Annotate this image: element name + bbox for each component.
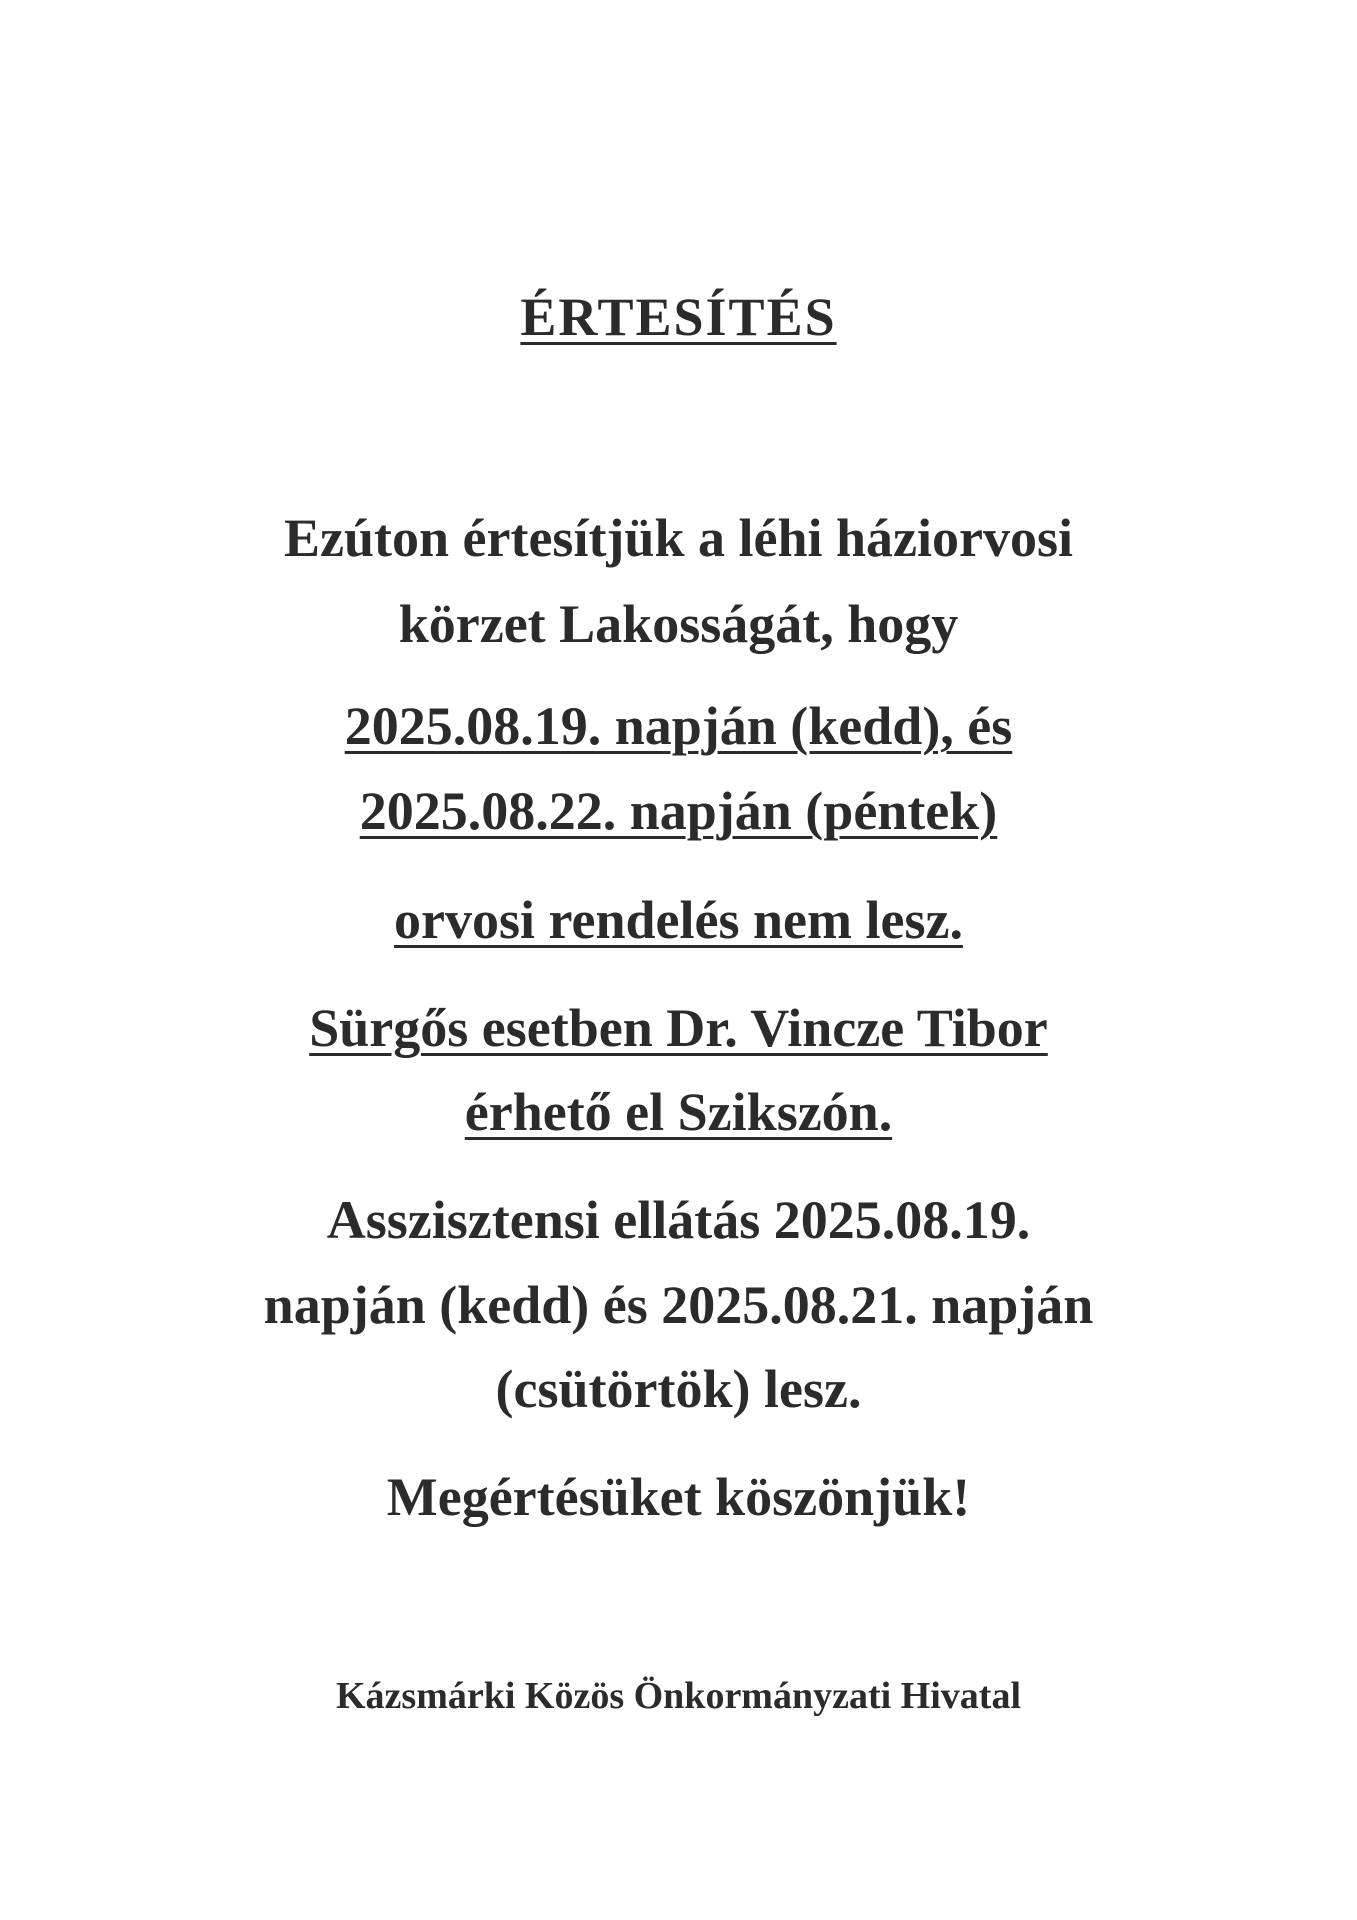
dates-line-1: 2025.08.19. napján (kedd), és — [344, 696, 1013, 756]
assistant-line-3: (csütörtök) lesz. — [495, 1359, 862, 1419]
dates-line-2: 2025.08.22. napján (péntek) — [359, 781, 998, 841]
intro-line-1: Ezúton értesítjük a léhi háziorvosi — [284, 508, 1073, 568]
signature: Kázsmárki Közös Önkormányzati Hivatal — [335, 1675, 1022, 1717]
notice-title: ÉRTESÍTÉS — [520, 287, 837, 347]
no-service-line: orvosi rendelés nem lesz. — [394, 890, 963, 950]
thanks-line: Megértésüket köszönjük! — [386, 1467, 971, 1527]
urgent-line-1: Sürgős esetben Dr. Vincze Tibor — [309, 998, 1048, 1058]
assistant-line-2: napján (kedd) és 2025.08.21. napján — [263, 1275, 1094, 1335]
urgent-line-2: érhető el Szikszón. — [464, 1082, 893, 1142]
assistant-line-1: Asszisztensi ellátás 2025.08.19. — [326, 1190, 1031, 1250]
intro-line-2: körzet Lakosságát, hogy — [398, 594, 959, 654]
